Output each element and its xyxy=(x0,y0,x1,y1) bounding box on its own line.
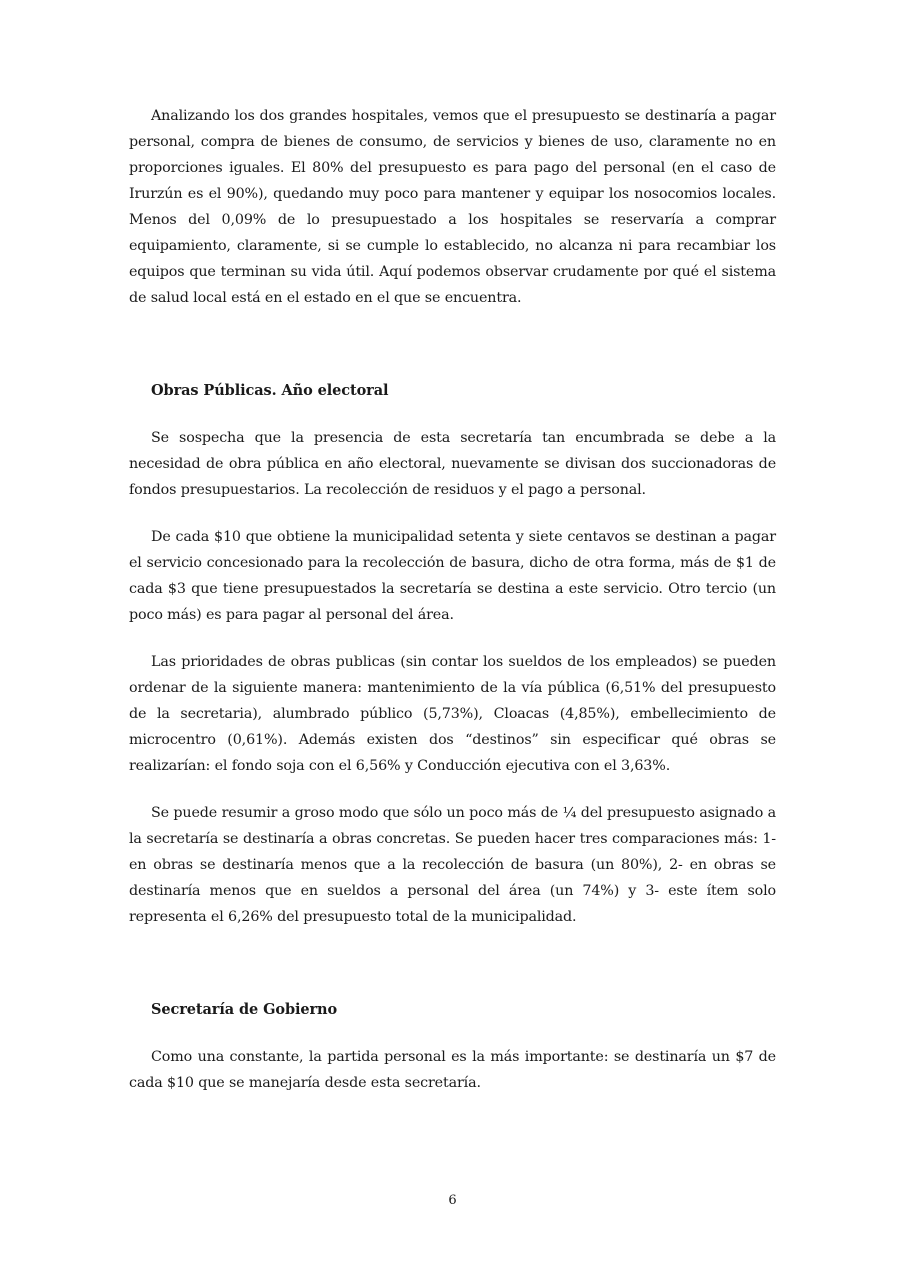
paragraph-resumen: Se puede resumir a groso modo que sólo un poco más de ¼ del presupuesto asignado a la secretaría se destinaría a obras concretas. Se pueden hacer tres comparaciones más: 1- en obras se destinaría menos que a la recolección de basura (un 80%), 2- en obras se destinaría menos que en sueldos a personal del área (un 74%) y 3- este ítem solo representa el 6,26% del presupuesto total de la municipalidad. xyxy=(129,805,776,925)
spacer xyxy=(129,930,776,997)
spacer xyxy=(129,404,776,425)
paragraph-prioridades: Las prioridades de obras publicas (sin contar los sueldos de los empleados) se pueden ordenar de la siguiente manera: mantenimiento de la vía pública (6,51% del presupuesto de la secretaria), alumbrado público (5,73%), Cloacas (4,85%), embellecimiento de microcentro (0,61%). Además existen dos “destinos” sin especificar qué obras se realizarían: el fondo soja con el 6,56% y Conducción ejecutiva con el 3,63%. xyxy=(129,654,776,774)
spacer xyxy=(129,311,776,378)
spacer xyxy=(129,503,776,524)
paragraph-recoleccion-basura: De cada $10 que obtiene la municipalidad setenta y siete centavos se destinan a pagar el servicio concesionado para la recolección de basura, dicho de otra forma, más de $1 de cada $3 que tiene presupuestados la secretaría se destina a este servicio. Otro tercio (un poco más) es para pagar al personal del área. xyxy=(129,529,776,623)
section-heading-obras-publicas: Obras Públicas. Año electoral xyxy=(151,382,389,399)
page-number: 6 xyxy=(448,1193,457,1208)
spacer xyxy=(129,1023,776,1044)
paragraph-secretaria-encumbrada: Se sospecha que la presencia de esta secretaría tan encumbrada se debe a la necesidad de obra pública en año electoral, nuevamente se divisan dos succionadoras de fondos presupuestarios. La recolección de residuos y el pago a personal. xyxy=(129,430,776,498)
paragraph-partida-personal: Como una constante, la partida personal es la más importante: se destinaría un $7 de cada $10 que se manejaría desde esta secretaría. xyxy=(129,1049,776,1091)
spacer xyxy=(129,779,776,800)
spacer xyxy=(129,628,776,649)
paragraph-hospitales: Analizando los dos grandes hospitales, vemos que el presupuesto se destinaría a pagar personal, compra de bienes de consumo, de servicios y bienes de uso, claramente no en proporciones iguales. El 80% del presupuesto es para pago del personal (en el caso de Irurzún es el 90%), quedando muy poco para mantener y equipar los nosocomios locales. Menos del 0,09% de lo presupuestado a los hospitales se reservaría a comprar equipamiento, claramente, si se cumple lo establecido, no alcanza ni para recambiar los equipos que terminan su vida útil. Aquí podemos observar crudamente por qué el sistema de salud local está en el estado en el que se encuentra. xyxy=(129,108,776,306)
page-body xyxy=(129,103,776,1096)
section-heading-gobierno: Secretaría de Gobierno xyxy=(151,1001,338,1018)
